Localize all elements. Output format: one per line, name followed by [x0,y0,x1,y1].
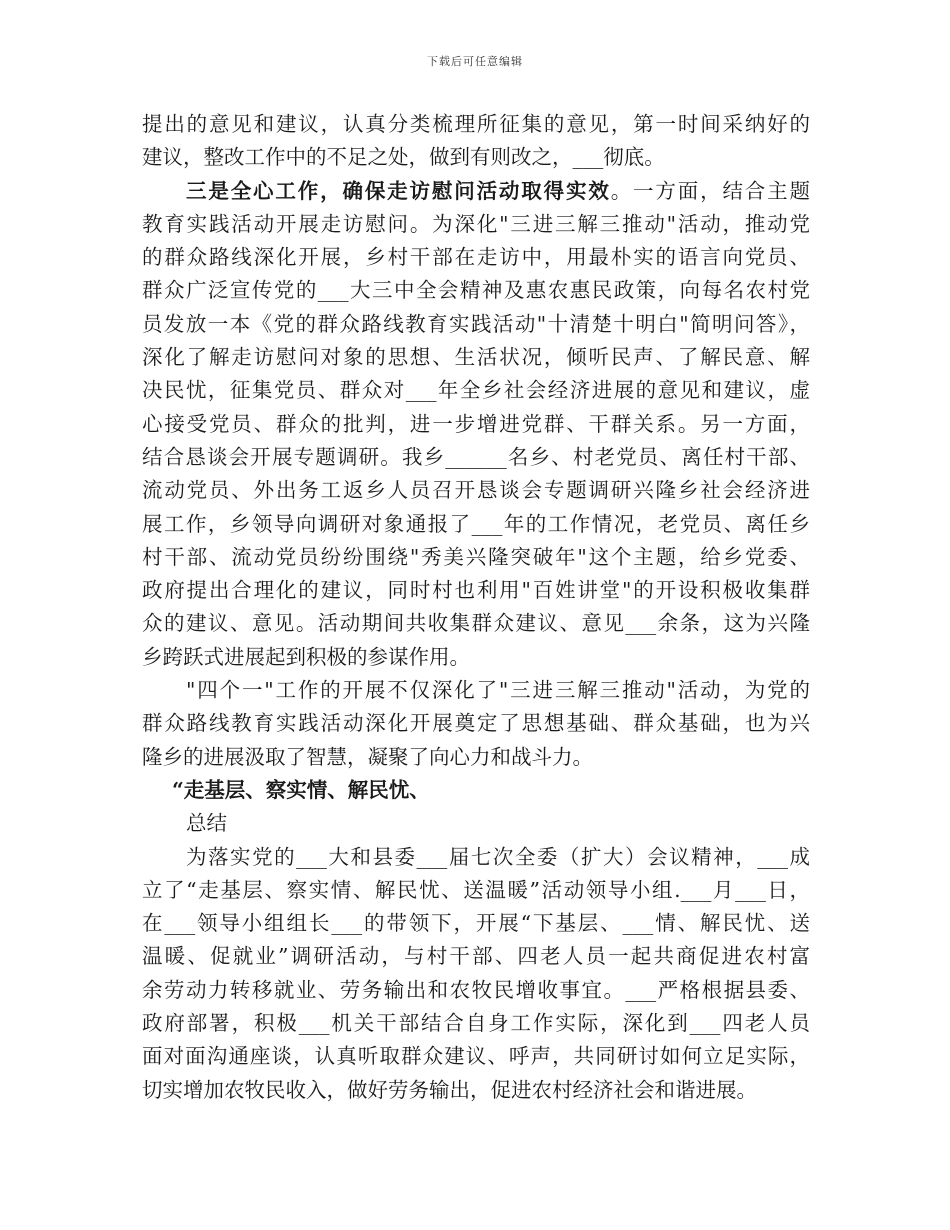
line-text: 切实增加农牧民收入，做好劳务输出，促进农村经济社会和谐进展。 [142,1077,757,1102]
page-header-note: 下载后可任意编辑 [427,55,523,68]
line-text: 流动党员、外出务工返乡人员召开恳谈会专题调研兴隆乡社会经济进 [142,478,810,503]
text-line [142,907,810,940]
text-line [142,974,810,1007]
line-text: 为落实党的___大和县委___届七次全委（扩大）会议精神，___成 [186,844,810,869]
text-line [142,707,810,740]
text-line [142,874,810,907]
text-line [142,141,810,174]
line-text: 众的建议、意见。活动期间共收集群众建议、意见___余条，这为兴隆 [142,611,810,636]
section-heading [142,774,810,807]
text-line [142,474,810,507]
line-text: 决民忧，征集党员、群众对___年全乡社会经济进展的意见和建议，虚 [142,378,810,403]
text-line [142,1040,810,1073]
line-text: 乡跨跃式进展起到积极的参谋作用。 [142,644,470,669]
line-text: 立了“走基层、察实情、解民忧、送温暖”活动领导小组.___月___日， [142,877,810,902]
line-text: 政府提出合理化的建议，同时村也利用"百姓讲堂"的开设积极收集群 [142,578,810,603]
line-text: 隆乡的进展汲取了智慧，凝聚了向心力和战斗力。 [142,744,593,769]
line-text: 群众广泛宣传党的___大三中全会精神及惠农惠民政策，向每名农村党 [142,278,810,303]
line-text: 余劳动力转移就业、劳务输出和农牧民增收事宜。___严格根据县委、 [142,977,810,1002]
text-line [142,274,810,307]
line-text: 展工作，乡领导向调研对象通报了___年的工作情况，老党员、离任乡 [142,511,810,536]
line-text: “走基层、察实情、解民忧、 [172,777,430,802]
text-line [142,441,810,474]
line-text: 深化了解走访慰问对象的思想、生活状况，倾听民声、了解民意、解 [142,345,810,370]
text-line [142,674,810,707]
line-text: 员发放一本《党的群众路线教育实践活动"十清楚十明白"简明问答》， [142,311,810,336]
text-line [142,641,810,674]
line-text: 群众路线教育实践活动深化开展奠定了思想基础、群众基础，也为兴 [142,711,810,736]
text-line [142,408,810,441]
line-text: 政府部署，积极___机关干部结合自身工作实际，深化到___四老人员 [142,1011,810,1036]
line-text: 温暖、促就业”调研活动，与村干部、四老人员一起共商促进农村富 [142,944,810,969]
text-line [142,607,810,640]
line-text: 结合恳谈会开展专题调研。我乡______名乡、村老党员、离任村干部、 [142,444,810,469]
text-line [142,308,810,341]
line-text: 心接受党员、群众的批判，进一步增进党群、干群关系。另一方面， [142,411,810,436]
text-line [142,841,810,874]
document-body [142,108,810,1107]
line-text: 在___领导小组组长___的带领下，开展“下基层、___情、解民忧、送 [142,911,810,936]
text-line [142,175,810,208]
line-text: 村干部、流动党员纷纷围绕"秀美兴隆突破年"这个主题，给乡党委、 [142,544,810,569]
line-text: 总结 [186,811,227,836]
text-line [142,208,810,241]
text-line [142,241,810,274]
line-text: 教育实践活动开展走访慰问。为深化"三进三解三推动"活动，推动党 [142,211,810,236]
text-line [142,541,810,574]
line-text: 的群众路线深化开展，乡村干部在走访中，用最朴实的语言向党员、 [142,245,810,270]
line-text: 建议，整改工作中的不足之处，做到有则改之，___彻底。 [142,145,665,170]
text-line [142,108,810,141]
text-line [142,374,810,407]
text-line [142,1007,810,1040]
line-text: 提出的意见和建议，认真分类梳理所征集的意见，第一时间采纳好的 [142,112,810,136]
bold-lead-phrase: 三是全心工作，确保走访慰问活动取得实效 [186,178,611,203]
text-line [142,574,810,607]
text-line [142,508,810,541]
line-text: "四个一"工作的开展不仅深化了"三进三解三推动"活动，为党的 [186,678,810,703]
text-line [142,807,810,840]
text-line [142,741,810,774]
text-line [142,341,810,374]
line-text: 。一方面，结合主题 [610,178,810,203]
text-line [142,940,810,973]
line-text: 面对面沟通座谈，认真听取群众建议、呼声，共同研讨如何立足实际， [142,1044,810,1069]
text-line [142,1074,810,1107]
